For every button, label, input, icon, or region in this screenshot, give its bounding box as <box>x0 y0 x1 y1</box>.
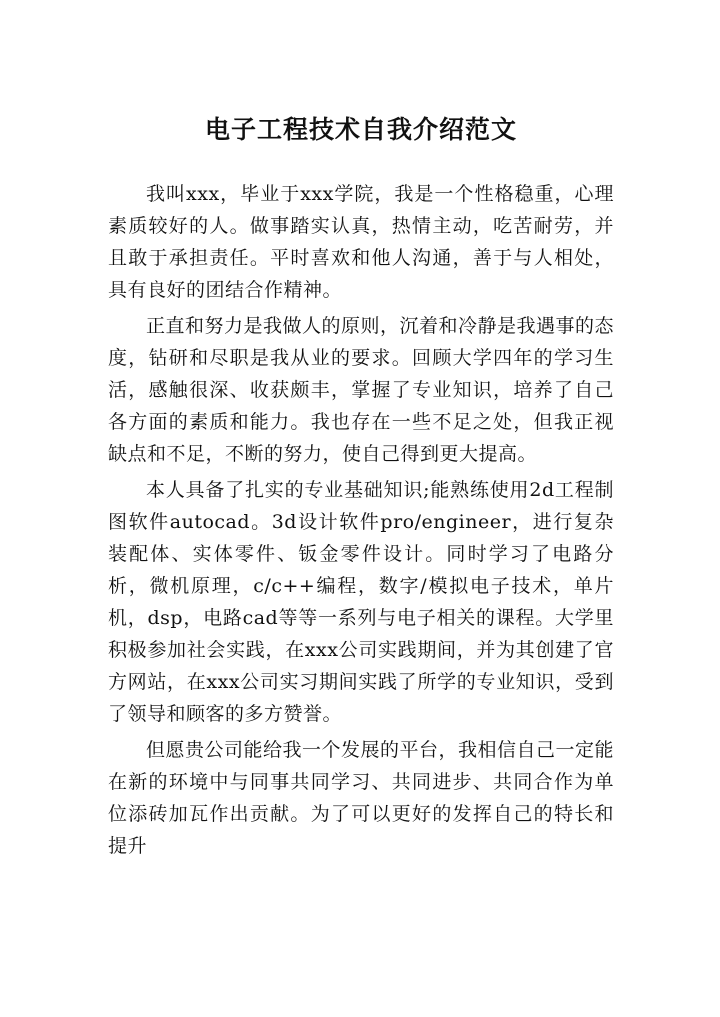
paragraph-3: 本人具备了扎实的专业基础知识;能熟练使用2d工程制图软件autocad。3d设计软件pro/engineer，进行复杂装配体、实体零件、钣金零件设计。同时学习了电路分析，微机原理，c/c++编程，数字/模拟电子技术，单片机，dsp，电路cad等等一系列与电子相关的课程。大学里积极参加社会实践，在xxx公司实践期间，并为其创建了官方网站，在xxx公司实习期间实践了所学的专业知识，受到了领导和顾客的多方赞誉。 <box>108 479 614 725</box>
paragraph-2: 正直和努力是我做人的原则，沉着和冷静是我遇事的态度，钻研和尽职是我从业的要求。回顾大学四年的学习生活，感触很深、收获颇丰，掌握了专业知识，培养了自己各方面的素质和能力。我也存在一些不足之处，但我正视缺点和不足，不断的努力，使自己得到更大提高。 <box>108 315 615 465</box>
paragraph-1: 我叫xxx，毕业于xxx学院，我是一个性格稳重，心理素质较好的人。做事踏实认真，热情主动，吃苦耐劳，并且敢于承担责任。平时喜欢和他人沟通，善于与人相处，具有良好的团结合作精神。 <box>108 183 614 301</box>
document-page <box>108 110 614 866</box>
document-title: 电子工程技术自我介绍范文 <box>204 115 517 144</box>
paragraph-4: 但愿贵公司能给我一个发展的平台，我相信自己一定能在新的环境中与同事共同学习、共同进步、共同合作为单位添砖加瓦作出贡献。为了可以更好的发挥自己的特长和提升 <box>108 739 615 857</box>
